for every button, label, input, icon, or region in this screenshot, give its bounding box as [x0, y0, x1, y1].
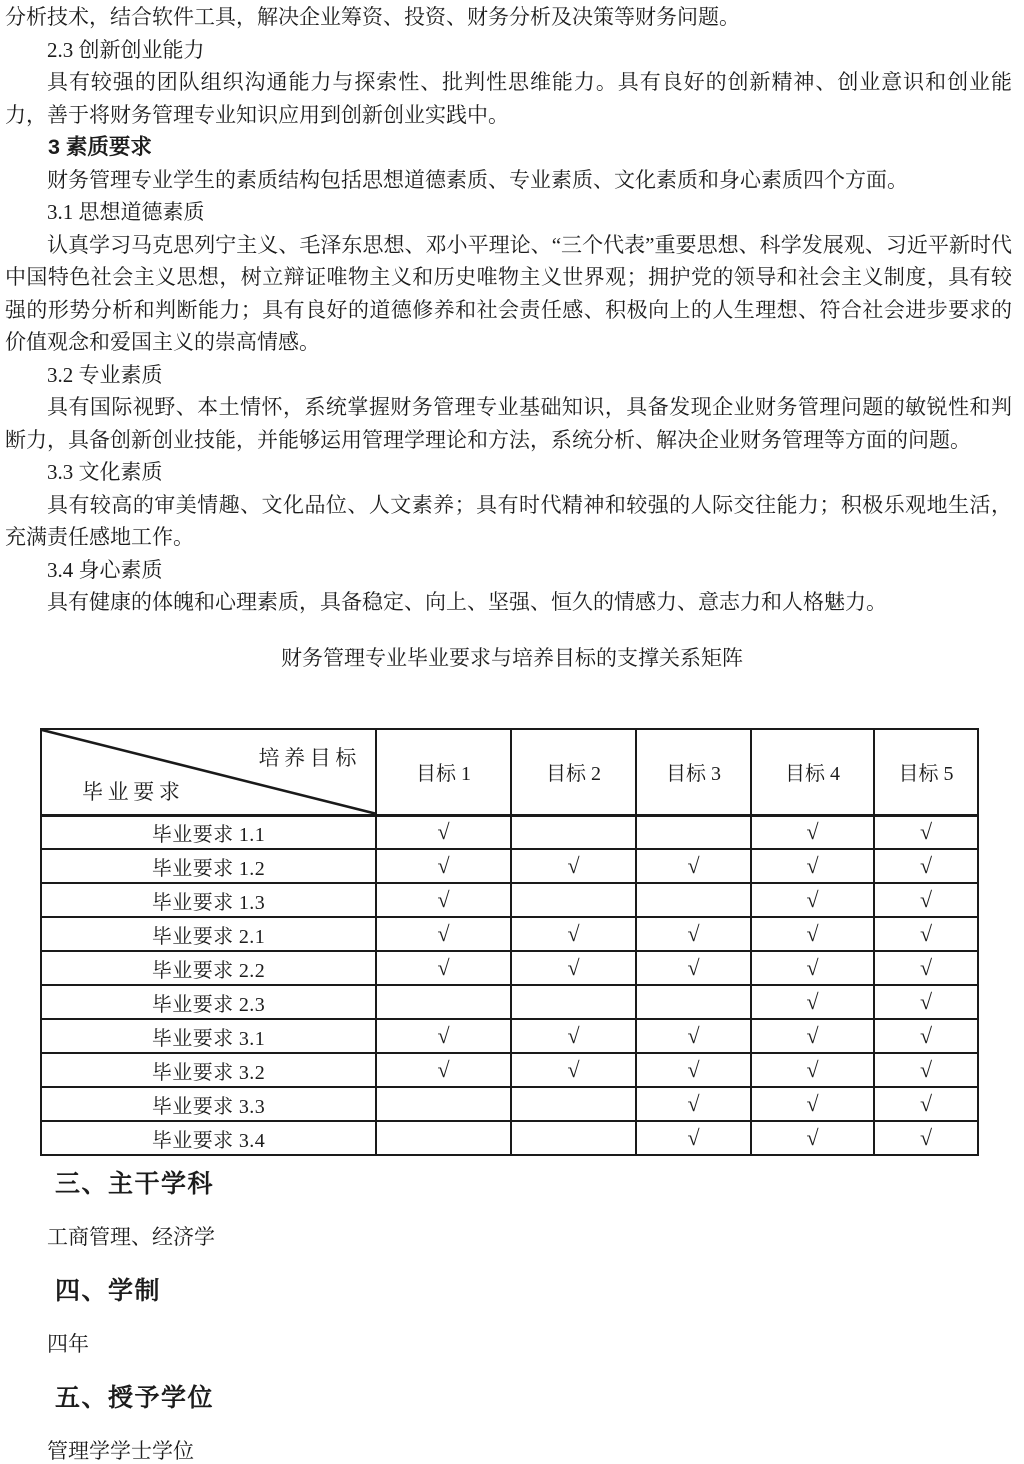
paragraph: 3 素质要求: [48, 135, 152, 159]
table-row: [41, 1121, 978, 1155]
check-mark: √: [636, 917, 751, 951]
empty-cell: [376, 985, 511, 1019]
row-label: 毕业要求 3.3: [41, 1087, 376, 1121]
check-mark: √: [874, 815, 978, 849]
paragraph: 认真学习马克思列宁主义、毛泽东思想、邓小平理论、“三个代表”重要思想、科学发展观、习近平新时代中国特色社会主义思想，树立辩证唯物主义和历史唯物主义世界观；拥护党的领导和社会主义制度，具有较强的形势分析和判断能力；具有良好的道德修养和社会责任感、积极向上的人生理想、符合社会进步要求的价值观念和爱国主义的崇高情感。: [5, 232, 1012, 354]
check-mark: √: [751, 1087, 874, 1121]
table-row: [41, 917, 978, 951]
empty-cell: [636, 985, 751, 1019]
check-mark: √: [874, 883, 978, 917]
check-mark: √: [751, 1019, 874, 1053]
empty-cell: [511, 1087, 636, 1121]
column-header-goal-5: 目标 5: [874, 729, 978, 815]
check-mark: √: [751, 985, 874, 1019]
paragraph: 2.3 创新创业能力: [47, 37, 205, 62]
check-mark: √: [874, 849, 978, 883]
paragraph: 具有国际视野、本土情怀，系统掌握财务管理专业基础知识，具备发现企业财务管理问题的敏锐性和判断力，具备创新创业技能，并能够运用管理学理论和方法，系统分析、解决企业财务管理等方面的问题。: [5, 395, 1012, 452]
check-mark: √: [636, 1121, 751, 1155]
check-mark: √: [511, 917, 636, 951]
header-row: [41, 729, 978, 815]
section-body-degree: 管理学学士学位: [47, 1439, 194, 1463]
check-mark: √: [751, 815, 874, 849]
check-mark: √: [751, 917, 874, 951]
check-mark: √: [751, 1121, 874, 1155]
table-row: [41, 849, 978, 883]
paragraph: 3.1 思想道德素质: [47, 200, 205, 224]
column-header-goal-2: 目标 2: [511, 729, 636, 815]
column-header-goal-3: 目标 3: [636, 729, 751, 815]
paragraph: 财务管理专业学生的素质结构包括思想道德素质、专业素质、文化素质和身心素质四个方面。: [47, 167, 908, 192]
section-body-duration: 四年: [47, 1332, 89, 1356]
check-mark: √: [874, 1121, 978, 1155]
row-label: 毕业要求 1.1: [41, 815, 376, 849]
row-label: 毕业要求 3.4: [41, 1121, 376, 1155]
table-row: [41, 1087, 978, 1121]
check-mark: √: [874, 951, 978, 985]
row-label: 毕业要求 1.3: [41, 883, 376, 917]
bottom-sections: [0, 1169, 1024, 1464]
empty-cell: [376, 1121, 511, 1155]
row-label: 毕业要求 1.2: [41, 849, 376, 883]
table-row: [41, 951, 978, 985]
paragraph: 具有较高的审美情趣、文化品位、人文素养；具有时代精神和较强的人际交往能力；积极乐观地生活，充满责任感地工作。: [5, 492, 1012, 549]
empty-cell: [511, 985, 636, 1019]
table-row: [41, 985, 978, 1019]
section-heading-degree: 五、授予学位: [55, 1384, 215, 1412]
empty-cell: [636, 883, 751, 917]
check-mark: √: [511, 1019, 636, 1053]
section-body-main-disciplines: 工商管理、经济学: [47, 1225, 215, 1249]
check-mark: √: [376, 815, 511, 849]
row-label: 毕业要求 3.1: [41, 1019, 376, 1053]
check-mark: √: [636, 849, 751, 883]
paragraph: 3.4 身心素质: [47, 557, 163, 582]
check-mark: √: [751, 883, 874, 917]
matrix-tbody: [41, 815, 978, 1155]
check-mark: √: [751, 849, 874, 883]
body-paragraphs: [0, 0, 1018, 619]
section-heading-main-disciplines: 三、主干学科: [55, 1170, 215, 1198]
table-title: 财务管理专业毕业要求与培养目标的支撑关系矩阵: [281, 645, 743, 670]
paragraph: 3.2 专业素质: [47, 362, 163, 387]
row-label: 毕业要求 2.1: [41, 917, 376, 951]
check-mark: √: [874, 1087, 978, 1121]
check-mark: √: [376, 1019, 511, 1053]
check-mark: √: [511, 849, 636, 883]
row-label: 毕业要求 2.2: [41, 951, 376, 985]
check-mark: √: [636, 1053, 751, 1087]
check-mark: √: [376, 917, 511, 951]
empty-cell: [511, 1121, 636, 1155]
check-mark: √: [874, 1019, 978, 1053]
check-mark: √: [376, 849, 511, 883]
check-mark: √: [636, 1019, 751, 1053]
column-header-goal-4: 目标 4: [751, 729, 874, 815]
row-label: 毕业要求 3.2: [41, 1053, 376, 1087]
section-heading-duration: 四、学制: [55, 1277, 162, 1305]
table-row: [41, 883, 978, 917]
paragraph: 3.3 文化素质: [47, 460, 163, 484]
check-mark: √: [874, 1053, 978, 1087]
check-mark: √: [874, 917, 978, 951]
check-mark: √: [511, 1053, 636, 1087]
empty-cell: [511, 883, 636, 917]
check-mark: √: [636, 1087, 751, 1121]
check-mark: √: [874, 985, 978, 1019]
empty-cell: [376, 1087, 511, 1121]
check-mark: √: [376, 1053, 511, 1087]
table-row: [41, 1019, 978, 1053]
column-header-goal-1: 目标 1: [376, 729, 511, 815]
corner-label-goals: 培养目标: [258, 746, 361, 770]
table-row: [41, 815, 978, 849]
paragraph: 分析技术，结合软件工具，解决企业筹资、投资、财务分析及决策等财务问题。: [5, 5, 740, 29]
support-matrix-table: [40, 728, 979, 1156]
check-mark: √: [376, 951, 511, 985]
check-mark: √: [751, 951, 874, 985]
paragraph: 具有较强的团队组织沟通能力与探索性、批判性思维能力。具有良好的创新精神、创业意识和创业能力，善于将财务管理专业知识应用到创新创业实践中。: [5, 70, 1012, 127]
empty-cell: [636, 815, 751, 849]
empty-cell: [511, 815, 636, 849]
corner-label-requirements: 毕业要求: [82, 779, 185, 804]
check-mark: √: [511, 951, 636, 985]
paragraph: 具有健康的体魄和心理素质，具备稳定、向上、坚强、恒久的情感力、意志力和人格魅力。: [47, 590, 887, 614]
row-label: 毕业要求 2.3: [41, 985, 376, 1019]
check-mark: √: [636, 951, 751, 985]
check-mark: √: [376, 883, 511, 917]
check-mark: √: [751, 1053, 874, 1087]
table-row: [41, 1053, 978, 1087]
corner-header-cell: [41, 729, 376, 815]
